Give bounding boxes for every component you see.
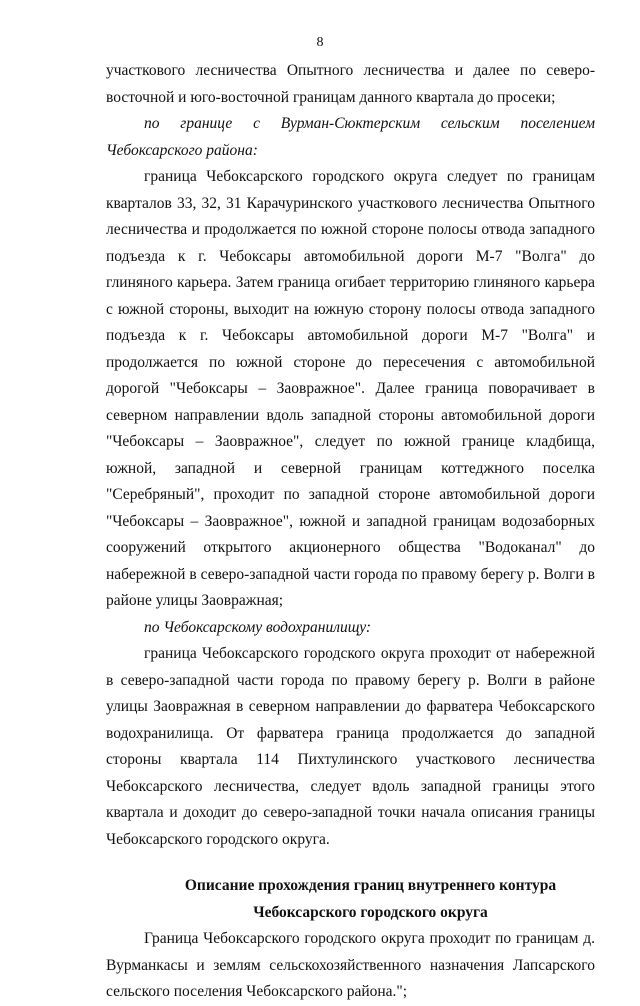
paragraph-boundary-description: граница Чебоксарского городского округа следует по границам кварталов 33, 32, 31 Карачуринского участкового лесничества Опытного лесничества и продолжается по южной стороне полосы отвода западного подъезда к г. Чебоксары автомобильной дороги М-7 "Волга" до глиняного карьера. Затем граница огибает территорию глиняного карьера с южной стороны, выходит на южную сторону полосы отвода западного подъезда к г. Чебоксары автомобильной дороги М-7 "Волга" и продолжается по южной стороне до пересечения с автомобильной дорогой "Чебоксары – Заовражное". Далее граница поворачивает в северном направлении вдоль западной стороны автомобильной дороги "Чебоксары – Заовражное", следует по южной границе кладбища, южной, западной и северной границам коттеджного поселка "Серебряный", проходит по западной стороне автомобильной дороги "Чебоксары – Заовражное", южной и западной границам водозаборных сооружений открытого акционерного общества "Водоканал" до набережной в северо-западной части города по правому берегу р. Волги в районе улицы Заовражная; <box>106 168 595 609</box>
section-subheading-reservoir: по Чебоксарскому водохранилищу: <box>144 618 372 636</box>
section-heading-inner-contour: Описание прохождения границ внутреннего контура Чебоксарского городского округа <box>184 877 557 921</box>
paragraph-inner-contour: Граница Чебоксарского городского округа проходит по границам д. Вурманкасы и землям сельскохозяйственного назначения Лапсарского сельского поселения Чебоксарского района."; <box>106 930 595 1000</box>
page-number: 8 <box>316 35 324 50</box>
section-subheading-vurman-syukter: по границе с Вурман-Сюктерским сельским поселением Чебоксарского района: <box>106 115 595 159</box>
paragraph-reservoir-boundary: граница Чебоксарского городского округа проходит от набережной в северо-западной части города по правому берегу р. Волги в районе улицы Заовражная в северном направлении до фарватера Чебоксарского водохранилища. От фарватера граница продолжается до западной стороны квартала 114 Пихтулинского участкового лесничества Чебоксарского лесничества, следует вдоль западной границы этого квартала и доходит до северо-западной точки начала описания границы Чебоксарского городского округа. <box>106 645 595 848</box>
paragraph-continuation: участкового лесничества Опытного лесничества и далее по северо-восточной и юго-восточной границам данного квартала до просеки; <box>106 62 595 106</box>
document-body <box>106 58 595 1006</box>
